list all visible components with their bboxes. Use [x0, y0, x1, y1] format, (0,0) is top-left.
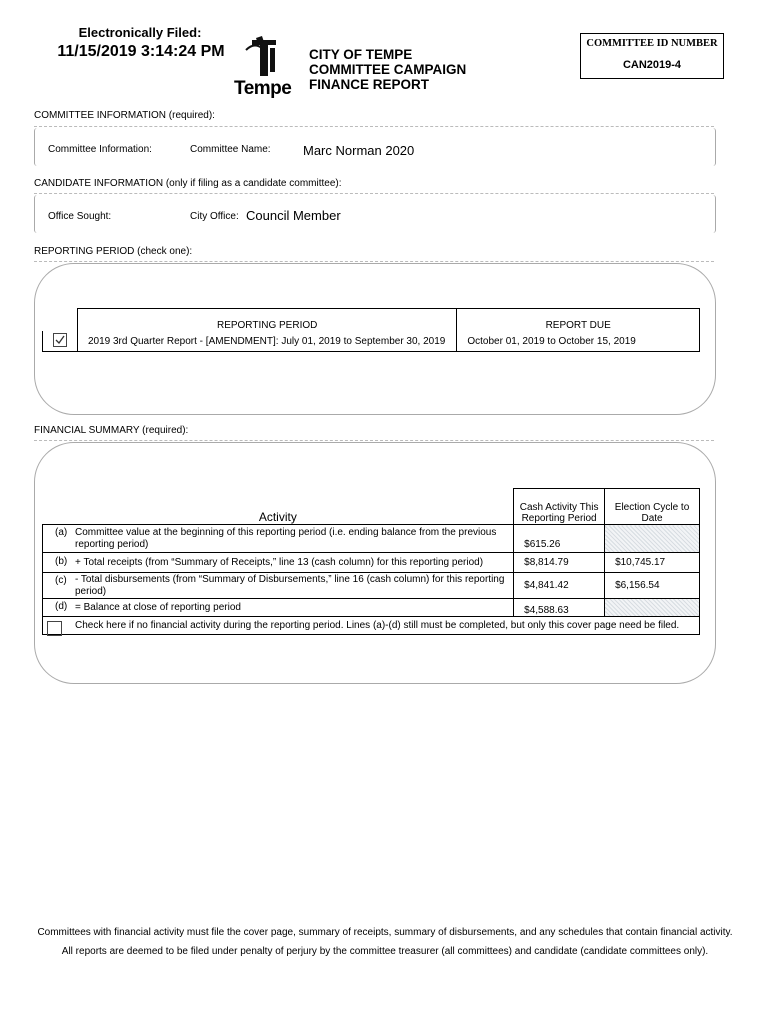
summary-row-cash: $615.26	[514, 525, 605, 553]
divider	[34, 126, 714, 127]
summary-row	[43, 525, 700, 553]
checkmark-icon	[54, 334, 66, 346]
summary-row-cycle	[605, 525, 700, 553]
title-line: CITY OF TEMPE	[309, 47, 413, 62]
summary-row-desc: Committee value at the beginning of this reporting period (i.e. ending balance from the previous reporting period)	[75, 526, 497, 550]
summary-row-desc: + Total receipts (from “Summary of Receipts,” line 13 (cash column) for this reporting period)	[75, 557, 484, 568]
no-activity-row	[43, 617, 700, 635]
summary-row-letter: (d)	[55, 601, 68, 612]
summary-row-desc: = Balance at close of reporting period	[75, 602, 241, 613]
report-due-value: October 01, 2019 to October 15, 2019	[457, 331, 700, 352]
title-line: COMMITTEE CAMPAIGN	[309, 62, 467, 77]
summary-row	[43, 573, 700, 599]
blank-cell	[43, 309, 78, 332]
reporting-period-value: 2019 3rd Quarter Report - [AMENDMENT]: July 01, 2019 to September 30, 2019	[77, 331, 456, 352]
candidate-info-section-label: CANDIDATE INFORMATION (only if filing as a candidate committee):	[34, 178, 342, 189]
divider	[34, 261, 714, 262]
divider	[34, 440, 714, 441]
reporting-period-table	[42, 308, 700, 352]
summary-row-cash: $4,588.63	[514, 599, 605, 617]
summary-row-cash: $4,841.42	[514, 573, 605, 599]
reporting-period-col-header: REPORTING PERIOD	[77, 309, 456, 332]
summary-row-cash: $8,814.79	[514, 553, 605, 573]
report-due-col-header: REPORT DUE	[457, 309, 700, 332]
footer-line-2: All reports are deemed to be filed under penalty of perjury by the committee treasurer (all committees) and candidate (candidate committees only).	[61, 946, 709, 957]
reporting-period-checkbox[interactable]	[53, 333, 67, 347]
summary-row-desc-cell	[43, 573, 514, 599]
committee-name-value: Marc Norman 2020	[303, 143, 415, 158]
reporting-period-section-label: REPORTING PERIOD (check one):	[34, 246, 193, 257]
financial-summary-table	[42, 488, 700, 635]
divider	[34, 193, 714, 194]
summary-row-letter: (c)	[55, 575, 67, 586]
summary-row	[43, 553, 700, 573]
committee-id-value: CAN2019-4	[622, 59, 682, 71]
title-line: FINANCE REPORT	[309, 77, 430, 92]
report-title	[309, 47, 466, 92]
summary-row-letter: (a)	[55, 527, 68, 538]
summary-row-cycle: $10,745.17	[605, 553, 700, 573]
committee-info-field-label: Committee Information:	[48, 144, 152, 155]
committee-name-label: Committee Name:	[190, 144, 271, 155]
filed-datetime: 11/15/2019 3:14:24 PM	[57, 43, 225, 60]
financial-summary-section-label: FINANCIAL SUMMARY (required):	[34, 425, 189, 436]
election-cycle-col-header: Election Cycle to Date	[605, 489, 700, 525]
activity-col-header: Activity	[43, 489, 514, 525]
reporting-period-row	[43, 331, 700, 352]
summary-row-cycle: $6,156.54	[605, 573, 700, 599]
summary-row-desc: - Total disbursements (from “Summary of Disbursements,” line 16 (cash column) for this reporting period)	[75, 573, 505, 597]
committee-id-box	[580, 33, 724, 79]
reporting-period-checkbox-cell	[43, 331, 78, 352]
no-activity-cell	[43, 617, 700, 635]
cash-activity-col-header: Cash Activity This Reporting Period	[514, 489, 605, 525]
city-office-label: City Office:	[190, 211, 239, 222]
summary-row-cycle	[605, 599, 700, 617]
committee-info-section-label: COMMITTEE INFORMATION (required):	[34, 110, 215, 121]
committee-id-label: COMMITTEE ID NUMBER	[586, 38, 718, 49]
no-activity-text: Check here if no financial activity during the reporting period. Lines (a)-(d) still must be completed, but only this cover page need be filed.	[75, 620, 680, 631]
candidate-info-box	[34, 195, 716, 233]
summary-row-desc-cell	[43, 553, 514, 573]
summary-row-desc-cell	[43, 525, 514, 553]
footer-line-1: Committees with financial activity must file the cover page, summary of receipts, summary of disbursements, and any schedules that contain financial activity.	[37, 927, 733, 938]
logo-wordmark: Tempe	[234, 78, 292, 99]
summary-row-desc-cell	[43, 599, 514, 617]
summary-row	[43, 599, 700, 617]
electronically-filed-label: Electronically Filed:	[78, 25, 202, 40]
summary-row-letter: (b)	[55, 556, 68, 567]
city-office-value: Council Member	[246, 208, 341, 223]
office-sought-label: Office Sought:	[48, 211, 112, 222]
no-activity-checkbox[interactable]	[47, 621, 62, 636]
